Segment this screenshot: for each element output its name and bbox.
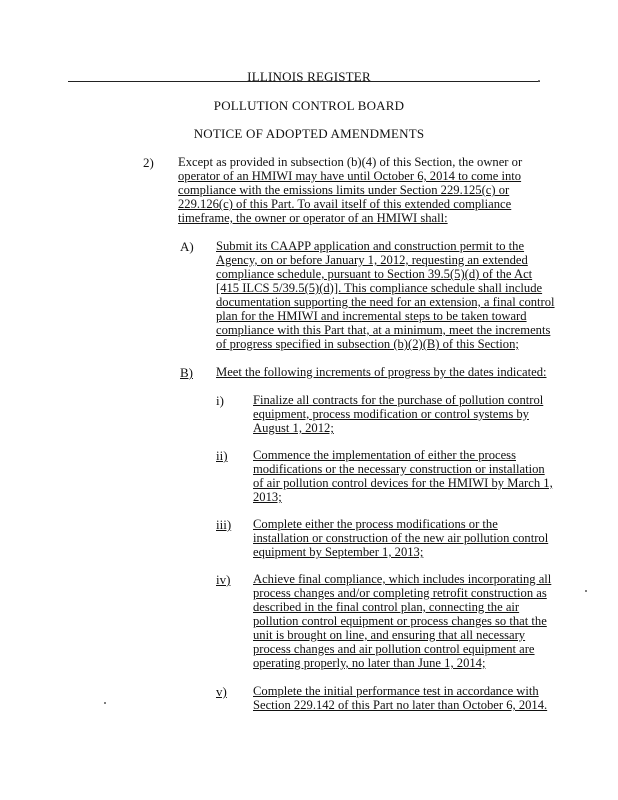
sub-v-line: Complete the initial performance test in accordance with <box>253 684 539 698</box>
scan-speck <box>104 702 106 704</box>
sub-iii-line: Complete either the process modifications or the <box>253 517 498 531</box>
sub-i-line: equipment, process modification or control systems by <box>253 407 529 421</box>
item-2-line: Except as provided in subsection (b)(4) of this Section, the owner or <box>178 155 523 169</box>
item-a-line: compliance schedule, pursuant to Section 39.5(5)(d) of the Act <box>216 267 533 281</box>
sub-i-line: Finalize all contracts for the purchase of pollution control <box>253 393 544 407</box>
sub-iv-line: process changes and/or completing retrofit construction as <box>253 586 547 600</box>
sub-i-label: i) <box>216 393 224 408</box>
sub-i-text <box>253 393 543 435</box>
item-b-line: Meet the following increments of progress by the dates indicated: <box>216 365 547 379</box>
sub-iv-line: described in the final control plan, connecting the air <box>253 600 520 614</box>
sub-ii-label: ii) <box>216 448 228 463</box>
sub-iii-text <box>253 517 549 559</box>
item-a-text <box>216 239 555 351</box>
sub-iv-label: iv) <box>216 572 231 587</box>
sub-v-line: Section 229.142 of this Part no later than October 6, 2014. <box>253 698 548 712</box>
item-a-line: compliance with this Part that, at a minimum, meet the increments <box>216 323 551 337</box>
sub-iv-line: process changes and air pollution control equipment are <box>253 642 535 656</box>
register-header: ILLINOIS REGISTER <box>247 69 371 84</box>
sub-ii-line: of air pollution control devices for the HMIWI by March 1, <box>253 476 553 490</box>
item-2-text <box>178 155 538 225</box>
sub-i-line: August 1, 2012; <box>253 421 334 435</box>
item-b-text <box>216 365 547 379</box>
sub-ii-line: Commence the implementation of either the process <box>253 448 516 462</box>
item-2-line: 229.126(c) of this Part. To avail itself of this extended compliance <box>178 197 512 211</box>
item-b-label: B) <box>180 365 193 380</box>
scan-speck <box>538 80 540 82</box>
sub-v-label: v) <box>216 684 227 699</box>
sub-iv-line: operating properly, no later than June 1, 2014; <box>253 656 486 670</box>
sub-iv-text <box>253 572 552 670</box>
sub-iv-line: Achieve final compliance, which includes incorporating all <box>253 572 552 586</box>
item-a-line: documentation supporting the need for an extension, a final control <box>216 295 555 309</box>
item-2-label: 2) <box>143 155 154 170</box>
sub-iv-line: unit is brought on line, and ensuring that all necessary <box>253 628 526 642</box>
sub-iii-label: iii) <box>216 517 232 532</box>
item-a-line: plan for the HMIWI and incremental steps to be taken toward <box>216 309 527 323</box>
item-a-label: A) <box>180 239 194 254</box>
sub-iii-line: equipment by September 1, 2013; <box>253 545 424 559</box>
sub-v-text <box>253 684 548 712</box>
item-2-line: compliance with the emissions limits under Section 229.125(c) or <box>178 183 510 197</box>
sub-ii-line: modifications or the necessary construction or installation <box>253 462 545 476</box>
item-a-line: Submit its CAAPP application and construction permit to the <box>216 239 525 253</box>
item-a-line: Agency, on or before January 1, 2012, requesting an extended <box>216 253 528 267</box>
item-a-line: [415 ILCS 5/39.5(5)(d)]. This compliance schedule shall include <box>216 281 543 295</box>
sub-iii-line: installation or construction of the new air pollution control <box>253 531 549 545</box>
board-title: POLLUTION CONTROL BOARD <box>213 98 405 113</box>
notice-title: NOTICE OF ADOPTED AMENDMENTS <box>193 126 425 141</box>
item-2-line: timeframe, the owner or operator of an HMIWI shall: <box>178 211 448 225</box>
header-rule <box>68 81 540 82</box>
sub-iv-line: pollution control equipment or process changes so that the <box>253 614 547 628</box>
sub-ii-line: 2013; <box>253 490 282 504</box>
scan-speck <box>585 590 587 592</box>
item-2-line: operator of an HMIWI may have until October 6, 2014 to come into <box>178 169 522 183</box>
sub-ii-text <box>253 448 553 504</box>
item-a-line: of progress specified in subsection (b)(2)(B) of this Section; <box>216 337 519 351</box>
